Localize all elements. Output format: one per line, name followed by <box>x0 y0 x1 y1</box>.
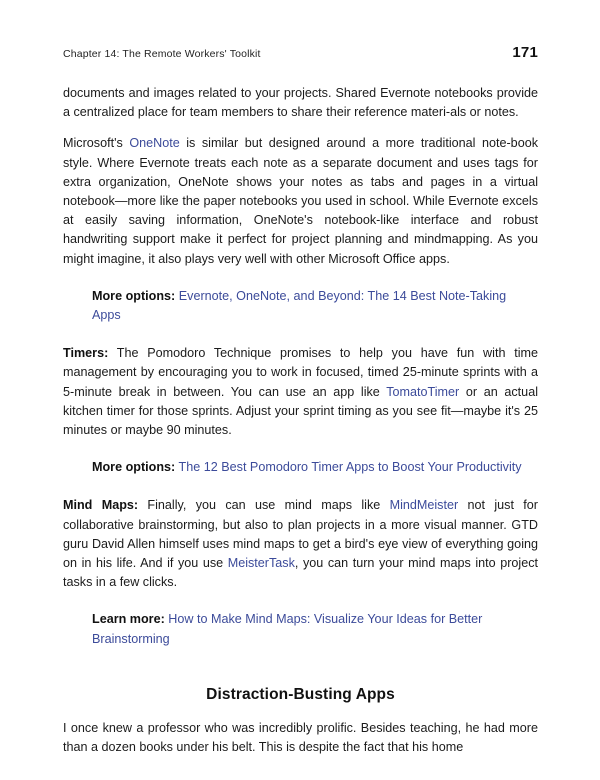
paragraph-continuation: documents and images related to your projects. Shared Evernote notebooks provide a centralized place for team members to share their reference materi-als or notes. <box>63 86 538 120</box>
chapter-running-head-text: Chapter 14: The Remote Workers' Toolkit <box>63 48 261 60</box>
paragraph-mind-maps-text-a: Finally, you can use mind maps like <box>138 498 390 513</box>
link-meistertask[interactable]: MeisterTask <box>227 556 295 571</box>
spacer <box>63 662 538 676</box>
lead-in-timers: Timers: <box>63 346 109 361</box>
link-mindmeister[interactable]: MindMeister <box>389 498 459 513</box>
callout-learn-more-mind-maps <box>63 610 538 648</box>
paragraph-onenote-text-b: is similar but designed around a more traditional note-book style. Where Evernote treats each note as a separate document and uses tags for extra organization, OneNote shows your notes as tabs and pages in a virtual notebook—more like the paper notebooks you used in school. While Evernote excels at easily saving information, OneNote's notebook-like interface and robust handwriting support make it perfect for project planning and mindmapping. As you might imagine, it also plays very well with other Microsoft Office apps. <box>63 136 538 266</box>
body-text-column <box>63 84 538 757</box>
paragraph-timers <box>63 344 538 440</box>
link-pomodoro-timer-apps-roundup[interactable]: The 12 Best Pomodoro Timer Apps to Boost Your Productivity <box>178 460 522 475</box>
paragraph-onenote <box>63 134 538 268</box>
running-head <box>63 44 538 61</box>
callout-label-more-options: More options: <box>92 288 176 303</box>
link-tomatotimer[interactable]: TomatoTimer <box>386 384 460 399</box>
callout-more-options-pomodoro <box>63 458 538 477</box>
paragraph-timers-text-b: or an actual kitchen timer for those sprints. Adjust your sprint timing as you see fit—maybe it's 25 minutes or maybe 90 minutes. <box>63 384 538 438</box>
link-note-taking-apps-roundup[interactable]: Evernote, OneNote, and Beyond: The 14 Best Note-Taking Apps <box>92 288 507 323</box>
section-heading-distraction-busting-apps: Distraction-Busting Apps <box>206 685 395 703</box>
callout-label-learn-more: Learn more: <box>92 612 165 627</box>
paragraph-mind-maps <box>63 496 538 592</box>
paragraph-mind-maps-text-b: not just for collaborative brainstorming, but also to plan projects in a more visual manner. GTD guru David Allen himself uses mind maps to get a bird's eye view of everything going on in his life. And if you use <box>63 498 538 571</box>
page-number: 171 <box>512 44 538 61</box>
paragraph-onenote-text-a: Microsoft's <box>63 136 130 151</box>
link-how-to-make-mind-maps[interactable]: How to Make Mind Maps: Visualize Your Ideas for Better Brainstorming <box>92 612 483 646</box>
callout-label-more-options: More options: <box>92 460 176 475</box>
lead-in-mind-maps: Mind Maps: <box>63 498 139 513</box>
link-onenote[interactable]: OneNote <box>129 136 180 151</box>
callout-more-options-notes <box>63 287 538 325</box>
paragraph-professor-anecdote: I once knew a professor who was incredibly prolific. Besides teaching, he had more than a dozen books under his belt. This is despite the fact that his home <box>63 720 538 755</box>
paragraph-timers-text-a: The Pomodoro Technique promises to help you have fun with time management by encouraging you to work in focused, timed 25-minute sprints with a 5-minute break in between. You can use an app like <box>63 346 538 399</box>
paragraph-mind-maps-text-c: , you can turn your mind maps into project tasks in a few clicks. <box>63 556 538 590</box>
